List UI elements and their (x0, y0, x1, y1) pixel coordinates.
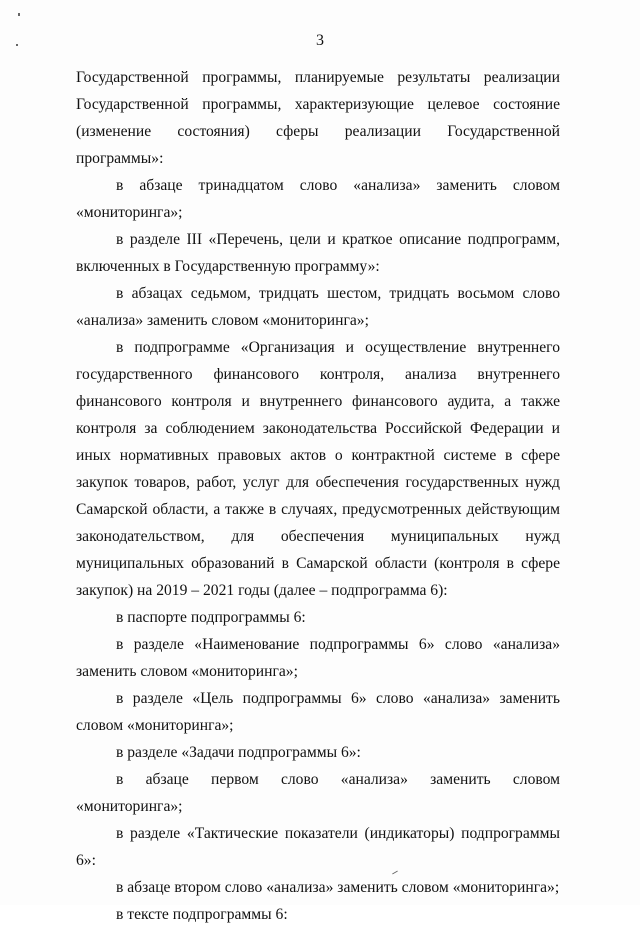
paragraph: в абзацах седьмом, тридцать шестом, тридцать восьмом слово «анализа» заменить словом «мониторинга»; (76, 285, 560, 329)
paragraph: в разделе III «Перечень, цели и краткое описание подпрограмм, включенных в Государственную программу»: (76, 231, 560, 275)
paragraph: в абзаце первом слово «анализа» заменить словом «мониторинга»; (76, 771, 560, 815)
paragraph: в паспорте подпрограммы 6: (116, 609, 306, 626)
page-number: 3 (316, 32, 324, 49)
paragraph: Государственной программы, планируемые результаты реализации Государственной программы, характеризующие целевое состояние (изменение состояния) сферы реализации Государственной программы»: (76, 69, 560, 167)
paragraph: в абзаце втором слово «анализа» заменить словом «мониторинга»; (116, 879, 560, 896)
paragraph: в подпрограмме «Организация и осуществление внутреннего государственного финансового контроля, анализа внутреннего финансового контроля и внутреннего финансового аудита, а также контроля за соблюдением законодательства Российской Федерации и иных нормативных правовых актов о контрактной системе в сфере закупок товаров, работ, услуг для обеспечения государственных нужд Самарской области, а также в случаях, предусмотренных действующим законодательством, для обеспечения муниципальных нужд муниципальных образований в Самарской области (контроля в сфере закупок) на 2019 – 2021 годы (далее – подпрограмма 6): (76, 339, 560, 599)
document-body (76, 64, 560, 928)
scan-speck (16, 44, 18, 46)
paragraph: в абзаце тринадцатом слово «анализа» заменить словом «мониторинга»; (76, 177, 560, 221)
paragraph: в разделе «Тактические показатели (индикаторы) подпрограммы 6»: (76, 825, 560, 869)
paragraph: в разделе «Цель подпрограммы 6» слово «анализа» заменить словом «мониторинга»; (76, 690, 560, 734)
scan-speck (18, 13, 20, 16)
paragraph: в разделе «Задачи подпрограммы 6»: (116, 744, 361, 761)
paragraph: в разделе «Наименование подпрограммы 6» слово «анализа» заменить словом «мониторинга»; (76, 636, 560, 680)
paragraph: в тексте подпрограммы 6: (116, 906, 288, 923)
